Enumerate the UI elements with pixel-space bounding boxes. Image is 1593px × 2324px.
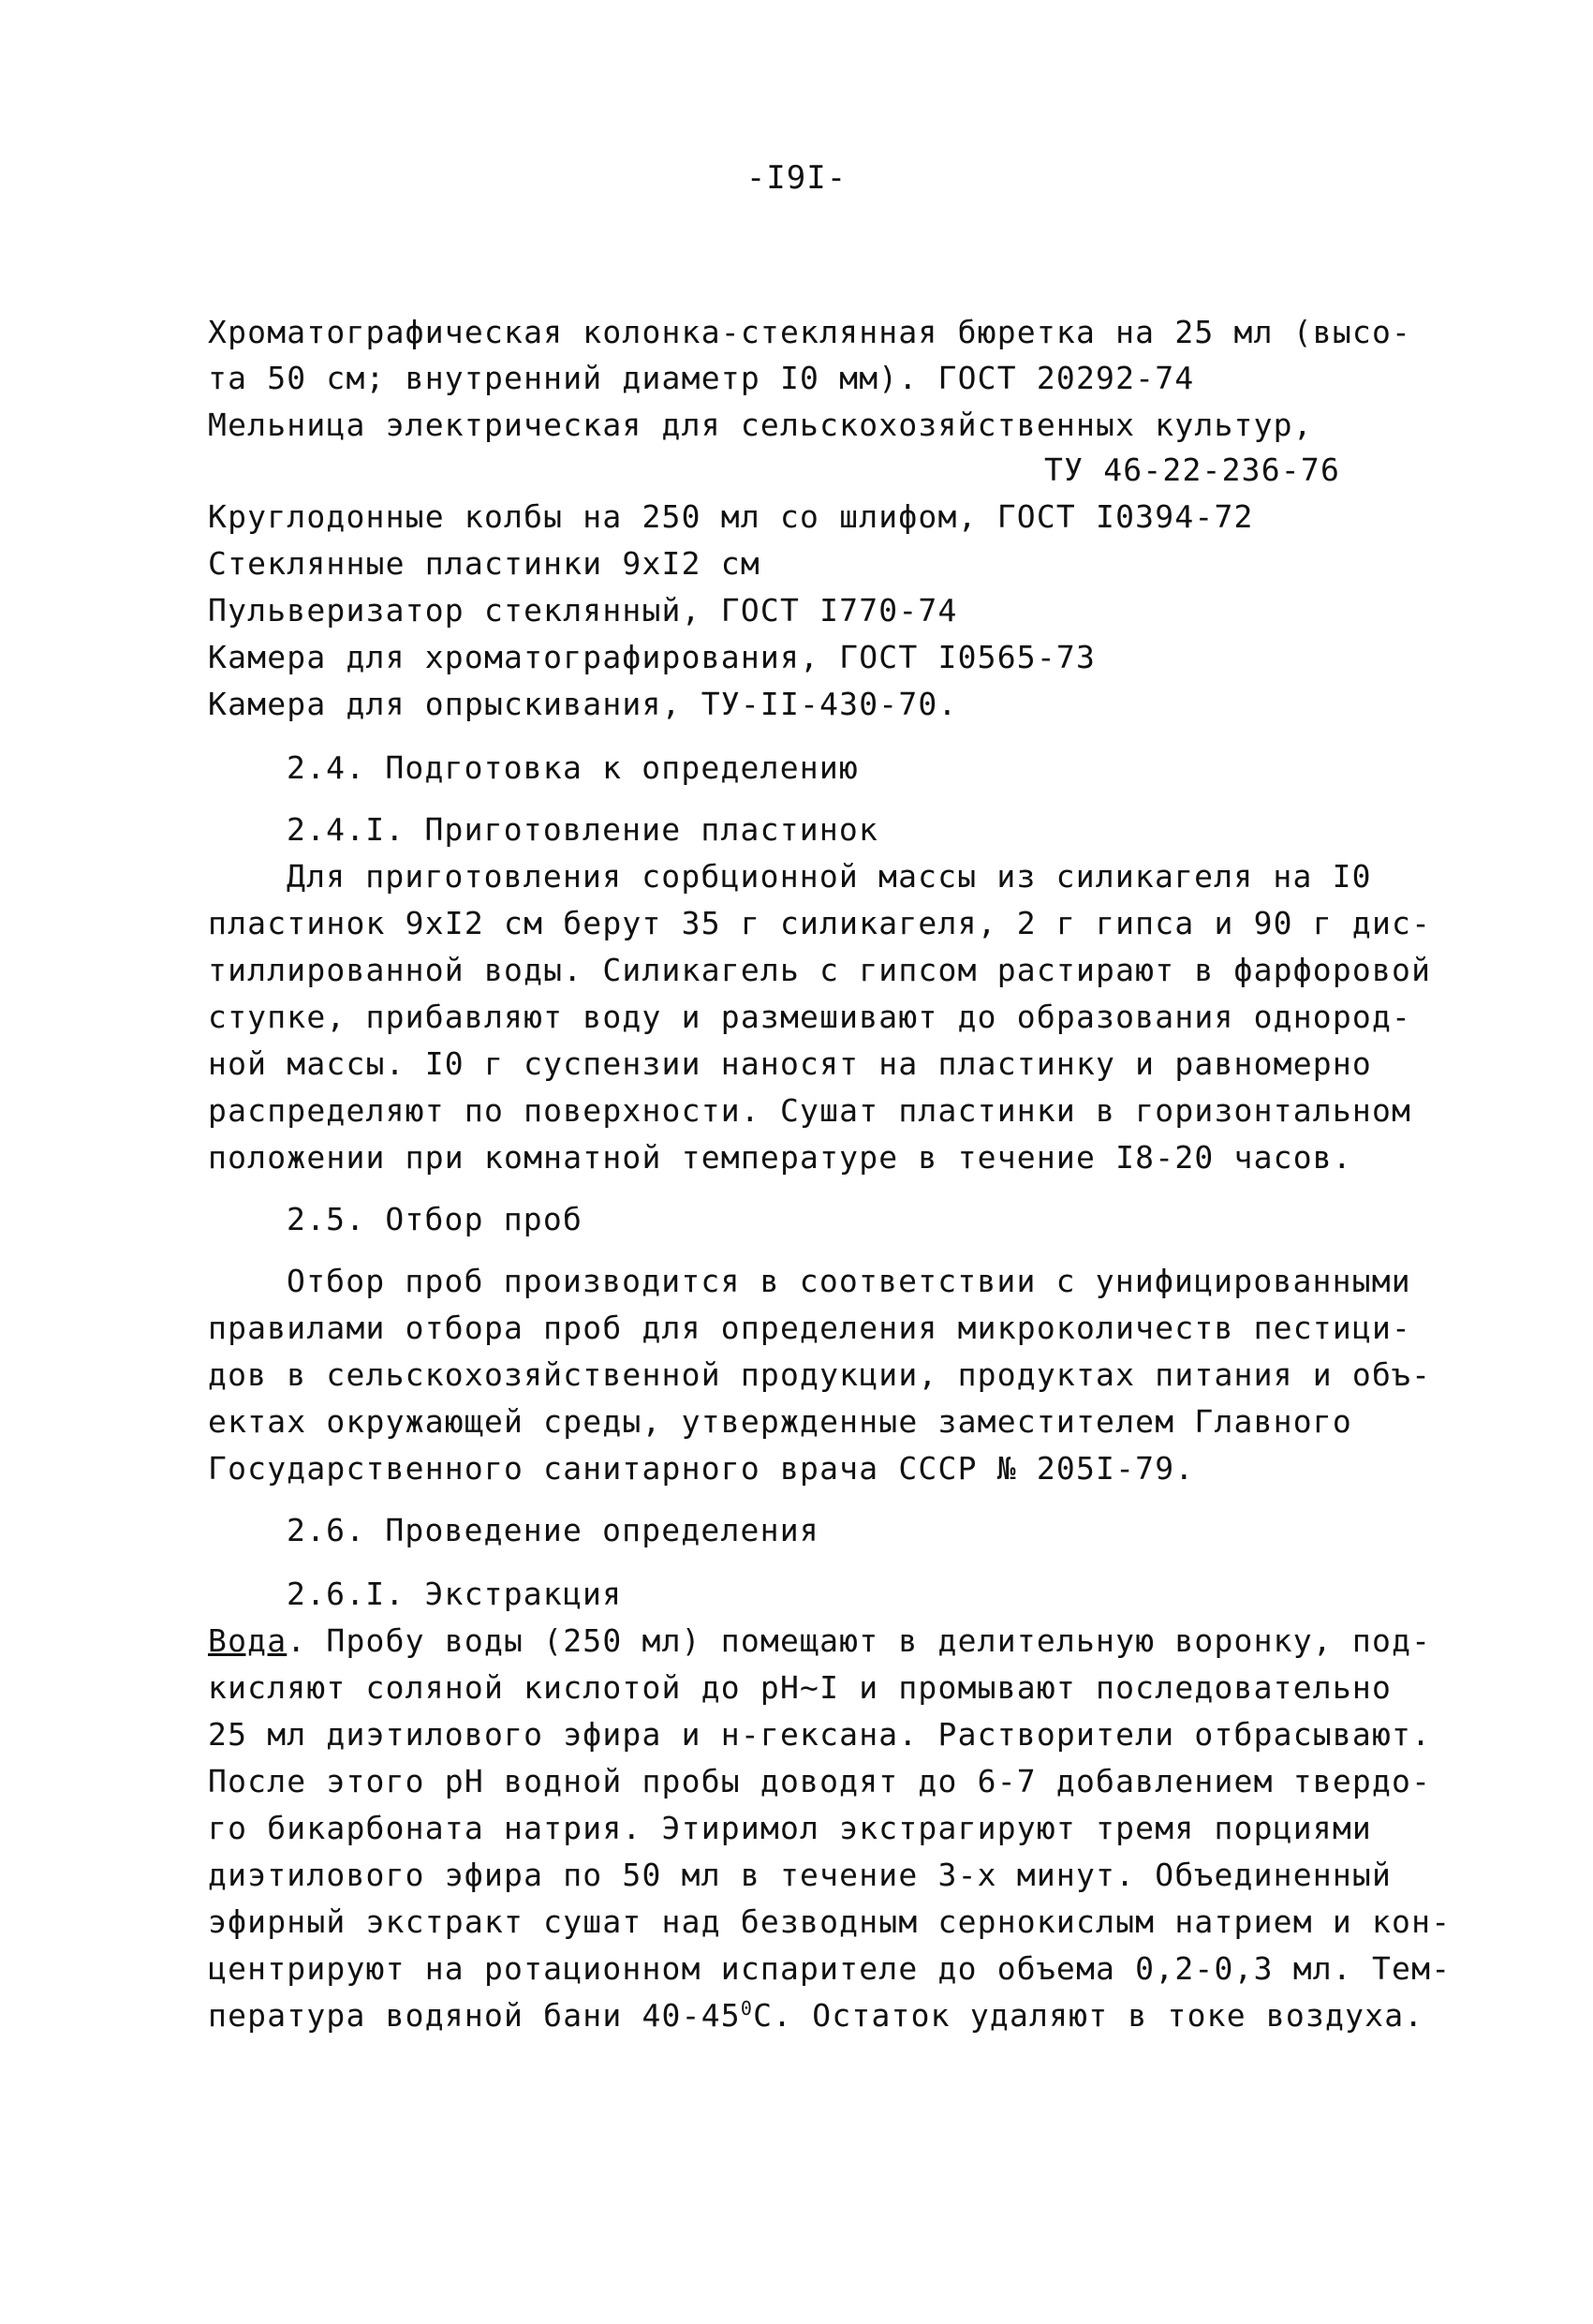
paragraph-line: центрируют на ротационном испарителе до объема 0,2-0,3 мл. Тем- [208,1950,1452,1987]
paragraph-line: дов в сельскохозяйственной продукции, продуктах питания и объ- [208,1356,1432,1393]
paragraph-line: положении при комнатной температуре в течение I8-20 часов. [208,1139,1352,1176]
equipment-line-2: та 50 см; внутренний диаметр I0 мм). ГОСТ 20292-74 [208,360,1195,396]
paragraph-line: го бикарбоната натрия. Этиримол экстрагируют тремя порциями [208,1810,1372,1846]
last-line-end: С. Остаток удаляют в токе воздуха. [753,1997,1424,2034]
equipment-line-9: Камера для опрыскивания, ТУ-II-430-70. [208,686,958,722]
equipment-line-6: Стеклянные пластинки 9xI2 см [208,545,760,582]
paragraph-line: эфирный экстракт сушат над безводным сернокислым натрием и кон- [208,1903,1452,1940]
paragraph-line: ектах окружающей среды, утвержденные заместителем Главного [208,1403,1352,1440]
paragraph-line: правилами отбора проб для определения микроколичеств пестици- [208,1310,1412,1346]
paragraph-line: 25 мл диэтилового эфира и н-гексана. Растворители отбрасывают. [208,1716,1432,1753]
equipment-line-5: Круглодонные колбы на 250 мл со шлифом, ГОСТ I0394-72 [208,498,1254,535]
section-2-4-1-heading: 2.4.I. Приготовление пластинок [287,811,879,848]
paragraph-line: После этого pH водной пробы доводят до 6-7 добавлением твердо- [208,1763,1432,1799]
paragraph-line: диэтилового эфира по 50 мл в течение 3-х минут. Объединенный [208,1857,1393,1893]
equipment-line-3: Мельница электрическая для сельскохозяйственных культур, [208,407,1313,443]
equipment-line-1: Хроматографическая колонка-стеклянная бюретка на 25 мл (высо- [208,314,1412,350]
section-2-5-heading: 2.5. Отбор проб [287,1201,583,1237]
equipment-line-7: Пульверизатор стеклянный, ГОСТ I770-74 [208,592,958,629]
paragraph-line: кисляют соляной кислотой до pH~I и промывают последовательно [208,1669,1393,1706]
equipment-line-8: Камера для хроматографирования, ГОСТ I0565-73 [208,639,1097,675]
paragraph-line: Отбор проб производится в соответствии с унифицированными [287,1263,1411,1299]
lead-word-water: Вода [208,1622,288,1659]
section-2-4-heading: 2.4. Подготовка к определению [287,749,859,786]
paragraph-line: ступке, прибавляют воду и размешивают до образования однород- [208,999,1412,1035]
section-2-6-heading: 2.6. Проведение определения [287,1512,819,1548]
paragraph-line: Государственного санитарного врача СССР № 205I-79. [208,1450,1195,1487]
paragraph-line: тиллированной воды. Силикагель с гипсом растирают в фарфоровой [208,952,1432,988]
paragraph-line: Для приготовления сорбционной массы из силикагеля на I0 [287,858,1372,895]
first-line-rest: . Пробу воды (250 мл) помещают в делительную воронку, под- [287,1622,1432,1659]
last-line-start: пература водяной бани 40-45 [208,1997,741,2034]
equipment-line-4: ТУ 46-22-236-76 [1044,451,1341,488]
degree-superscript: 0 [740,1997,754,2020]
paragraph-line: ной массы. I0 г суспензии наносят на пластинку и равномерно [208,1045,1372,1082]
paragraph-line: пластинок 9xI2 см берут 35 г силикагеля, 2 г гипса и 90 г дис- [208,905,1432,941]
page-number: -I9I- [745,159,848,197]
paragraph-line: распределяют по поверхности. Сушат пластинки в горизонтальном [208,1092,1412,1129]
paragraph-line [208,1995,1423,2036]
paragraph-line [208,1621,1431,1662]
section-2-6-1-heading: 2.6.I. Экстракция [287,1576,623,1612]
